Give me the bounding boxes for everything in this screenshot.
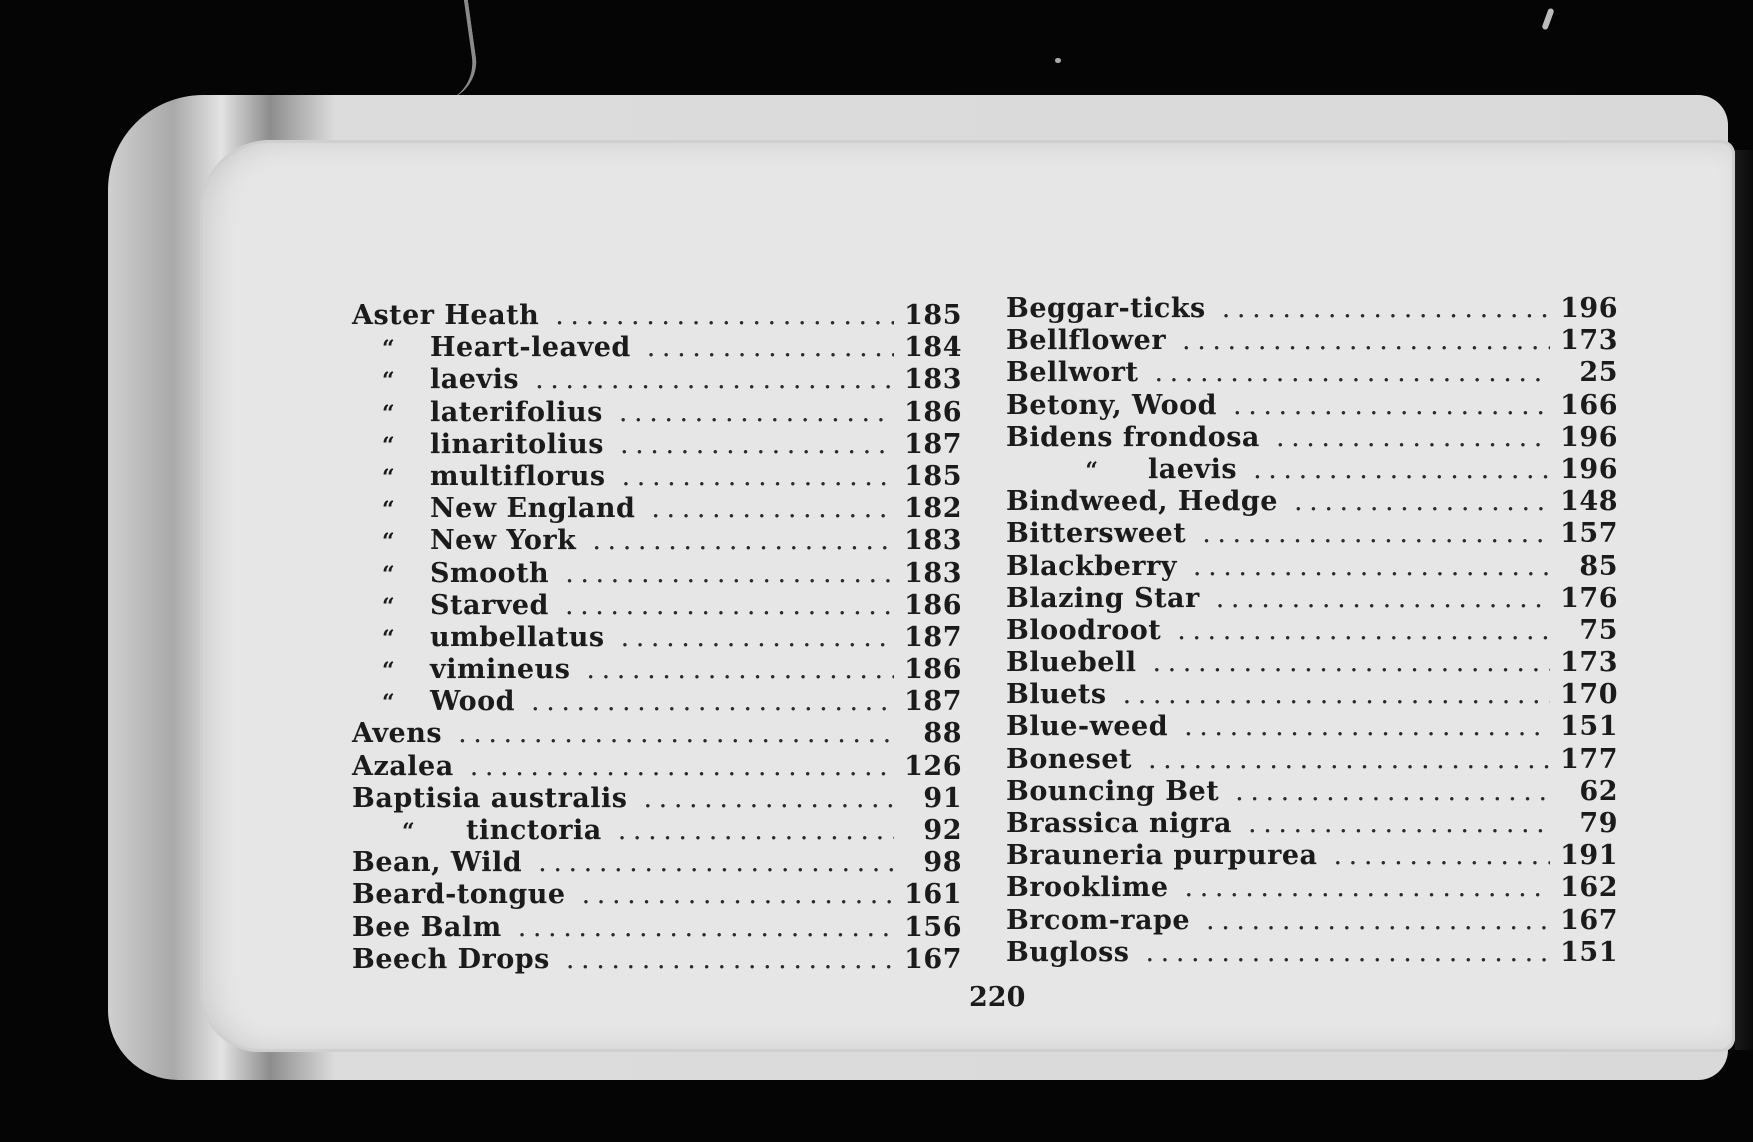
index-page-number: 185 [904,460,962,492]
index-page-number: 157 [1560,518,1618,550]
leader-dots [1276,422,1550,454]
index-page-number: 185 [904,300,962,331]
index-page-number: 167 [1560,904,1618,936]
index-page-number: 161 [904,879,962,911]
leader-dots [1206,905,1550,937]
index-term-text: Bugloss [1006,936,1130,968]
ditto-mark: “ [382,432,396,459]
index-term-text: Azalea [352,750,454,782]
index-term [1006,357,1138,389]
ditto-mark: “ [382,497,396,524]
index-term-text: New England [430,493,636,525]
leader-dots [1184,711,1550,743]
index-term-text: Blazing Star [1006,582,1200,614]
leader-dots [647,332,894,364]
index-term-text: laevis [1148,453,1238,485]
index-term-text: multiflorus [430,460,606,492]
index-entry [1006,615,1618,647]
index-term-text: Brooklime [1006,872,1169,904]
index-page-number: 92 [923,815,962,846]
index-term [352,751,454,783]
index-entry [1006,872,1618,904]
index-page-number: 187 [904,686,962,718]
index-term [1006,937,1130,969]
index-entry [352,783,962,815]
index-entry [1006,808,1618,840]
index-entry [1006,357,1618,389]
leader-dots [538,847,894,879]
index-term [352,493,635,526]
index-page-number: 184 [904,332,962,364]
index-term-text: Boneset [1006,743,1132,775]
index-term-text: linaritolius [430,428,604,460]
index-page-number: 187 [904,621,962,653]
index-entry [1006,647,1618,679]
index-column-right [1006,293,1618,969]
index-entry [352,686,962,718]
index-term-text: Avens [352,718,443,750]
index-page-number: 182 [904,493,962,525]
index-term [352,815,602,848]
ditto-mark: “ [382,690,396,717]
index-entry [1006,390,1618,422]
index-entry [352,815,962,847]
index-entry [1006,711,1618,743]
index-page-number: 156 [904,911,962,943]
index-entry [1006,583,1618,615]
index-term [352,654,570,687]
index-term-text: Wood [430,686,516,718]
index-page-number: 173 [1560,647,1618,679]
index-entry [352,847,962,879]
leader-dots [535,364,894,396]
index-term [352,686,515,719]
index-term [352,847,522,879]
index-page-number: 176 [1560,582,1618,614]
index-term-text: Bluets [1006,679,1107,711]
leader-dots [1152,647,1550,679]
index-entry [352,461,962,493]
leader-dots [1222,293,1550,325]
leader-dots [1177,615,1550,647]
leader-dots [582,879,894,911]
index-page-number: 151 [1560,711,1618,743]
index-page-number: 166 [1560,389,1618,421]
index-term-text: Beard-tongue [352,879,566,911]
index-term [352,300,539,332]
index-term [1006,744,1132,776]
index-term [1006,776,1219,808]
index-entry [352,558,962,590]
leader-dots [531,686,894,718]
leader-dots [618,815,894,847]
index-term [352,912,502,944]
index-term-text: Aster Heath [352,300,540,331]
ditto-mark: “ [382,529,396,556]
index-page-number: 162 [1560,872,1618,904]
index-term-text: Bee Balm [352,911,502,943]
index-column-left [352,300,962,976]
ditto-mark: “ [382,464,396,491]
index-term [352,332,631,365]
index-term [352,590,549,623]
index-page-number: 186 [904,589,962,621]
index-term-text: New York [430,525,577,557]
index-term-text: Bean, Wild [352,847,523,879]
index-page-number: 196 [1560,453,1618,485]
index-term-text: Betony, Wood [1006,389,1218,421]
index-page-number: 186 [904,396,962,428]
index-term-text: Bluebell [1006,647,1137,679]
index-entry [352,654,962,686]
index-term [1006,454,1237,487]
leader-dots [619,397,894,429]
index-entry [1006,905,1618,937]
leader-dots [555,300,894,332]
index-term-text: Beech Drops [352,943,550,975]
index-entry [352,300,962,332]
index-page-number: 62 [1579,775,1618,807]
index-term [352,718,442,750]
index-term [1006,905,1190,937]
dust-speck [1055,58,1061,63]
leader-dots [1233,390,1550,422]
index-term [352,879,566,911]
index-entry [352,397,962,429]
index-term [1006,808,1232,840]
facing-page-edge [1735,150,1753,1050]
index-entry [352,879,962,911]
index-term-text: Heart-leaved [430,332,631,364]
index-page-number: 170 [1560,679,1618,711]
leader-dots [565,590,894,622]
index-entry [352,364,962,396]
index-entry [1006,937,1618,969]
ribbon-bookmark [413,0,482,103]
leader-dots [1193,551,1550,583]
leader-dots [470,751,894,783]
index-entry [1006,454,1618,486]
index-page-number: 183 [904,525,962,557]
leader-dots [1182,325,1550,357]
ditto-mark: “ [382,625,396,652]
index-entry [1006,679,1618,711]
ditto-mark: “ [402,819,416,845]
index-term-text: Brassica nigra [1006,808,1233,839]
leader-dots [592,525,894,557]
index-term [1006,711,1168,743]
index-page-number: 186 [904,654,962,686]
index-page-number: 196 [1560,293,1618,324]
index-page-number: 191 [1560,840,1618,872]
index-term [1006,840,1318,872]
index-term-text: Bindweed, Hedge [1006,486,1278,518]
index-entry [352,718,962,750]
index-entry [1006,422,1618,454]
index-page-number: 183 [904,557,962,589]
index-page-number: 167 [904,943,962,975]
index-entry [1006,776,1618,808]
index-entry [1006,518,1618,550]
index-page-number: 173 [1560,325,1618,357]
index-entry [1006,293,1618,325]
index-term [352,525,576,558]
ditto-mark: “ [382,336,396,363]
index-term-text: Starved [430,589,549,621]
ditto-mark: “ [382,561,396,588]
ditto-mark: “ [382,400,396,427]
index-page-number: 196 [1560,421,1618,453]
index-term-text: Brcom-rape [1006,904,1191,936]
index-entry [1006,744,1618,776]
index-entry [352,429,962,461]
index-term [1006,679,1107,711]
index-term [352,622,605,655]
index-page-number: 25 [1579,357,1618,389]
ditto-mark: “ [382,658,396,685]
index-page-number: 88 [923,718,962,750]
index-entry [352,751,962,783]
index-entry [352,590,962,622]
index-term-text: Brauneria purpurea [1006,840,1318,872]
index-term-text: Blackberry [1006,550,1177,582]
index-entry [1006,486,1618,518]
index-term [352,783,628,815]
index-term [352,397,603,430]
index-page-number: 177 [1560,743,1618,775]
index-term [352,944,550,976]
index-page-number: 187 [904,428,962,460]
index-page-number: 151 [1560,936,1618,968]
index-entry [352,622,962,654]
leader-dots [1253,454,1550,486]
ditto-mark: “ [1085,457,1099,484]
index-entry [352,493,962,525]
index-term-text: Bellflower [1006,325,1167,357]
index-page-number: 183 [904,364,962,396]
leader-dots [651,493,894,525]
index-term [1006,647,1136,679]
index-page-number: 75 [1579,614,1618,646]
leader-dots [644,783,894,815]
leader-dots [621,622,894,654]
leader-dots [518,912,894,944]
index-term-text: Bidens frondosa [1006,421,1260,453]
leader-dots [620,429,894,461]
index-page-number: 79 [1579,808,1618,839]
index-page-number: 98 [923,847,962,879]
leader-dots [1334,840,1551,872]
dust-speck [1541,8,1554,31]
leader-dots [1294,486,1550,518]
index-term-text: Smooth [430,557,550,589]
index-term-text: tinctoria [466,815,602,846]
index-term [352,364,519,397]
leader-dots [1123,679,1550,711]
index-page-number: 85 [1579,550,1618,582]
index-entry [1006,840,1618,872]
page-number: 220 [969,982,1026,1013]
leader-dots [1185,872,1550,904]
index-term [352,558,549,591]
leader-dots [1146,937,1551,969]
index-entry [352,525,962,557]
index-entry [1006,325,1618,357]
index-term-text: Blue-weed [1006,711,1169,743]
leader-dots [1202,518,1550,550]
index-term [1006,551,1177,583]
index-term [352,429,604,462]
index-term-text: Bouncing Bet [1006,775,1220,807]
index-entry [352,332,962,364]
index-term-text: Bloodroot [1006,614,1162,646]
index-page-number: 126 [904,750,962,782]
leader-dots [566,944,894,976]
ditto-mark: “ [382,593,396,620]
index-page-number: 91 [923,782,962,814]
index-term-text: Bellwort [1006,357,1139,389]
index-entry [352,944,962,976]
index-term-text: laevis [430,364,520,396]
leader-dots [622,461,894,493]
index-term-text: Bittersweet [1006,518,1187,550]
leader-dots [1248,808,1550,840]
leader-dots [1148,744,1550,776]
leader-dots [1154,357,1550,389]
index-term-text: Baptisia australis [352,782,628,814]
index-term-text: vimineus [430,654,571,686]
ditto-mark: “ [382,368,396,395]
index-term [1006,872,1169,904]
leader-dots [458,718,894,750]
index-term [1006,422,1260,454]
index-term [1006,293,1206,325]
leader-dots [565,558,894,590]
index-term [1006,325,1166,357]
index-term-text: laterifolius [430,396,603,428]
index-term-text: Beggar-ticks [1006,293,1206,324]
index-entry [352,912,962,944]
index-term [1006,486,1278,518]
leader-dots [586,654,894,686]
index-term [1006,615,1161,647]
index-term-text: umbellatus [430,621,605,653]
index-term [1006,518,1186,550]
index-entry [1006,551,1618,583]
leader-dots [1216,583,1550,615]
index-term [352,461,606,494]
leader-dots [1235,776,1550,808]
index-term [1006,390,1217,422]
index-term [1006,583,1200,615]
index-page-number: 148 [1560,486,1618,518]
